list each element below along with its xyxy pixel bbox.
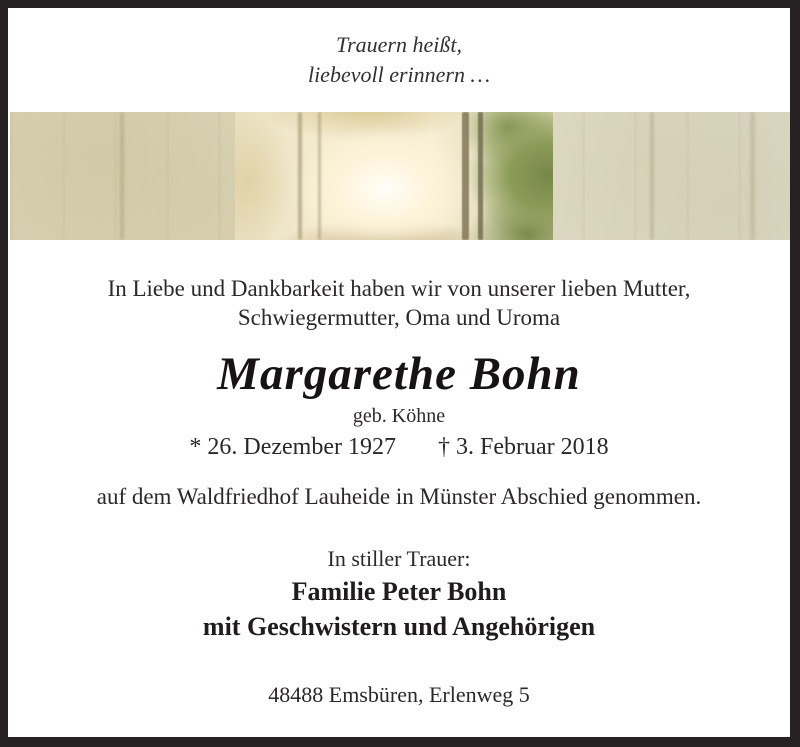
tree-trunk	[478, 112, 483, 240]
intro-line-2: Schwiegermutter, Oma und Uroma	[237, 305, 561, 330]
tree-trunk	[462, 112, 469, 240]
intro-text	[8, 274, 790, 332]
quote-line-2: liebevoll erinnern …	[307, 62, 491, 87]
tree-trunk	[120, 112, 124, 240]
maiden-name: geb. Köhne	[352, 405, 446, 427]
life-dates	[8, 434, 790, 461]
quote-line-1: Trauern heißt,	[336, 32, 462, 57]
farewell-text: auf dem Waldfriedhof Lauheide in Münster Abschied genommen.	[96, 484, 702, 509]
deceased-name: Margarethe Bohn	[217, 348, 581, 400]
address-line: 48488 Emsbüren, Erlenweg 5	[268, 682, 530, 707]
family-line-2: mit Geschwistern und Angehörigen	[202, 612, 596, 641]
tree-trunk	[298, 112, 302, 240]
tree-trunk	[318, 112, 321, 240]
photo-saturated-center	[235, 112, 553, 240]
tree-trunk	[750, 112, 755, 240]
mourning-label: In stiller Trauer:	[327, 546, 471, 571]
header-quote	[8, 30, 790, 90]
birth-date: * 26. Dezember 1927	[189, 434, 396, 460]
tree-trunk	[650, 112, 654, 240]
family-line-1: Familie Peter Bohn	[291, 577, 507, 606]
death-date: † 3. Februar 2018	[437, 434, 609, 460]
intro-line-1: In Liebe und Dankbarkeit haben wir von unserer lieben Mutter,	[107, 276, 691, 301]
memorial-photo-banner	[10, 112, 790, 240]
mourning-family	[8, 574, 790, 644]
